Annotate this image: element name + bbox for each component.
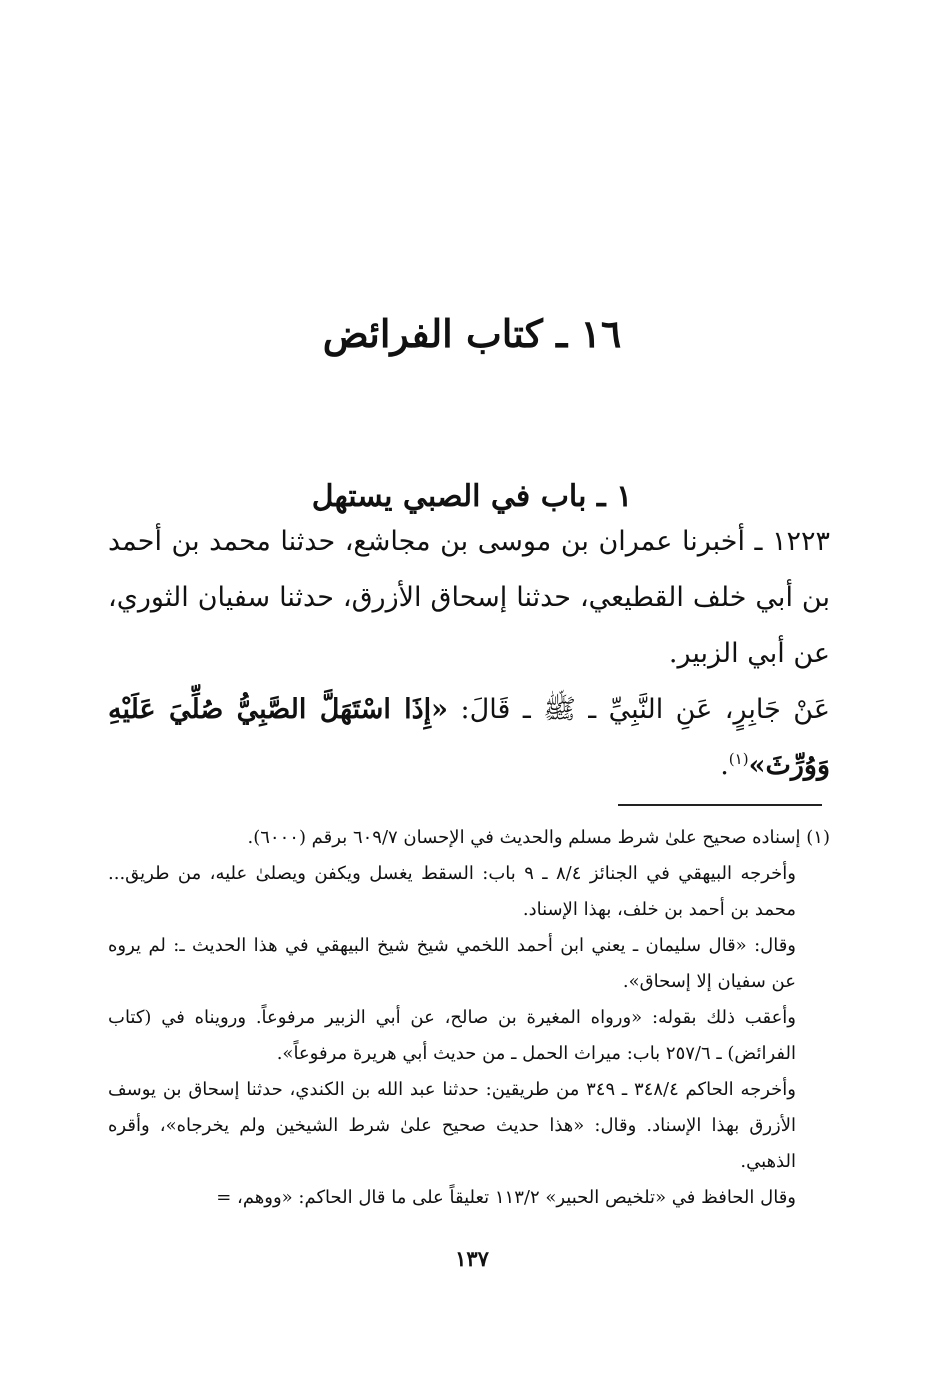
- footnote-paragraph: (١) إسناده صحيح علىٰ شرط مسلم والحديث في الإحسان ٦٠٩/٧ برقم (٦٠٠٠).: [247, 827, 830, 848]
- section-title: ١ ـ باب في الصبي يستهل: [311, 478, 633, 514]
- hadith-matn: [108, 682, 830, 794]
- footnote-paragraph: وأعقب ذلك بقوله: «ورواه المغيرة بن صالح، عن أبي الزبير مرفوعاً. ورويناه في (كتاب الفرائض) ـ ٢٥٧/٦ باب: ميراث الحمل ـ من حديث أبي هريرة مرفوعاً».: [108, 1007, 796, 1064]
- hadith-matn-quote: «إِذَا اسْتَهَلَّ الصَّبِيُّ صُلِّيَ عَلَيْهِ وَوُرِّثَ»: [108, 694, 830, 781]
- page-number: ١٣٧: [455, 1246, 489, 1271]
- hadith-matn-intro: عَنْ جَابِرٍ، عَنِ النَّبِيِّ ـ ﷺ ـ قَالَ:: [460, 694, 830, 725]
- footnote-reference[interactable]: (١): [728, 750, 749, 768]
- footnote-paragraph: وقال: «قال سليمان ـ يعني ابن أحمد اللخمي شيخ شيخ البيهقي في هذا الحديث ـ: لم يروه عن سفيان إلا إسحاق».: [108, 935, 796, 992]
- footnote-paragraph: وقال الحافظ في «تلخيص الحبير» ١١٣/٢ تعليقاً على ما قال الحاكم: «ووهم، =: [216, 1187, 796, 1208]
- hadith-matn-end: .: [720, 750, 729, 781]
- footnote-paragraph: وأخرجه البيهقي في الجنائز ٨/٤ ـ ٩ باب: السقط يغسل ويكفن ويصلىٰ عليه، من طريق... محمد بن أحمد بن خلف، بهذا الإسناد.: [108, 863, 796, 920]
- hadith-isnad: ١٢٢٣ ـ أخبرنا عمران بن موسى بن مجاشع، حدثنا محمد بن أحمد بن أبي خلف القطيعي، حدثنا إسحاق الأزرق، حدثنا سفيان الثوري، عن أبي الزبير.: [108, 526, 830, 669]
- footnote-divider: [618, 804, 822, 806]
- footnote-paragraph: وأخرجه الحاكم ٣٤٨/٤ ـ ٣٤٩ من طريقين: حدثنا عبد الله بن الكندي، حدثنا إسحاق بن يوسف الأزرق بهذا الإسناد. وقال: «هذا حديث صحيح علىٰ شرط الشيخين ولم يخرجاه»، وأقره الذهبي.: [108, 1079, 796, 1172]
- chapter-title: ١٦ ـ كتاب الفرائض: [322, 311, 622, 357]
- footnotes: [108, 820, 830, 1216]
